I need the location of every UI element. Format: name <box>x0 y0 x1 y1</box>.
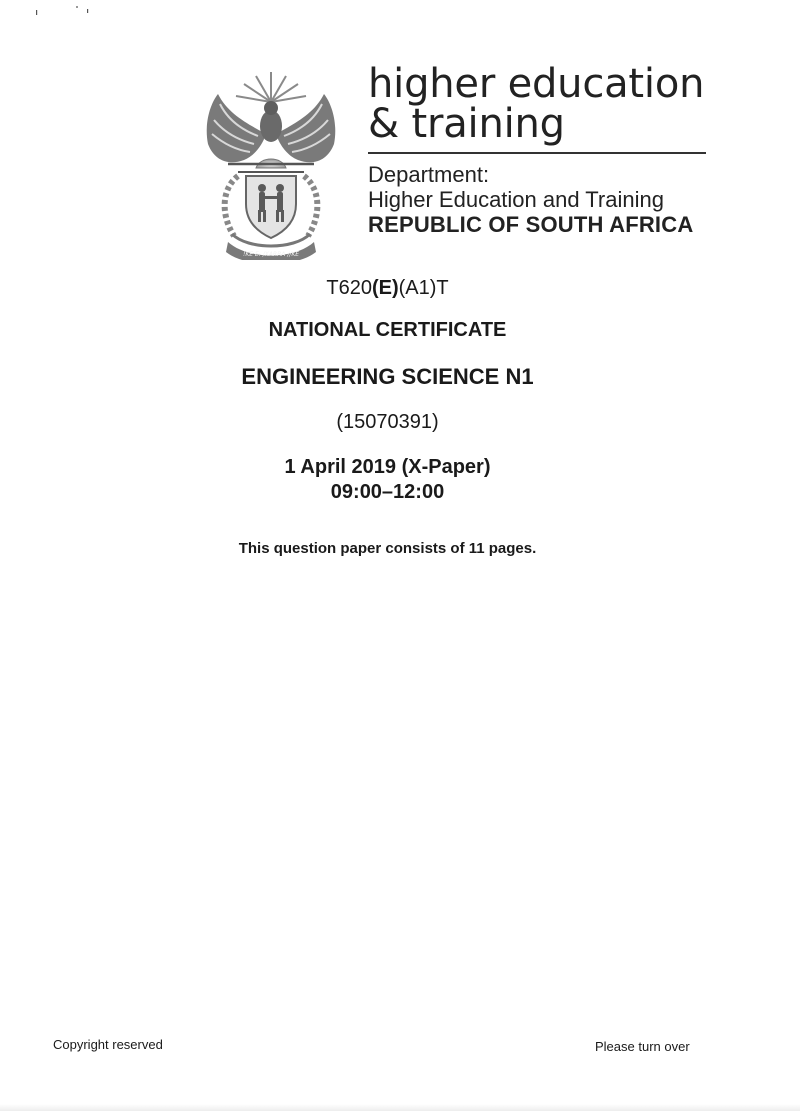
coat-of-arms-icon <box>198 64 344 260</box>
department-label: Department: <box>368 162 490 187</box>
exam-time: 09:00–12:00 <box>330 481 445 503</box>
crest-left-wing <box>207 94 266 162</box>
page-count-note: This question paper consists of 11 pages. <box>238 540 537 557</box>
brand-divider <box>368 152 706 154</box>
copyright-notice: Copyright reserved <box>53 1037 163 1052</box>
paper-code <box>0 277 775 300</box>
crest-wheat-right <box>304 176 317 236</box>
certificate-title: NATIONAL CERTIFICATE <box>268 319 507 341</box>
department-name: Higher Education and Training <box>368 187 664 212</box>
crest-wheat-left <box>225 176 238 236</box>
subject-number: (15070391) <box>336 411 439 433</box>
paper-code-prefix: T620 <box>326 277 372 299</box>
department-block <box>368 162 728 237</box>
svg-text:!KE E: /XARRA //KE: !KE E: /XARRA //KE <box>242 251 300 258</box>
crest-sun-rays <box>236 72 306 102</box>
brand-line-2: & training <box>368 101 565 147</box>
exam-date: 1 April 2019 (X-Paper) <box>284 456 491 478</box>
brand-line-1: higher education <box>368 61 705 107</box>
paper-code-language: (E) <box>371 277 399 299</box>
scan-specks <box>36 6 96 20</box>
crest-shield <box>246 176 296 238</box>
subject-title: ENGINEERING SCIENCE N1 <box>241 364 534 389</box>
country-name: REPUBLIC OF SOUTH AFRICA <box>368 212 694 237</box>
scan-bottom-edge <box>0 1104 800 1111</box>
crest-right-wing <box>276 94 335 162</box>
brand-title <box>368 61 708 147</box>
paper-code-suffix: (A1)T <box>398 277 449 299</box>
turn-over-notice: Please turn over <box>595 1039 690 1054</box>
